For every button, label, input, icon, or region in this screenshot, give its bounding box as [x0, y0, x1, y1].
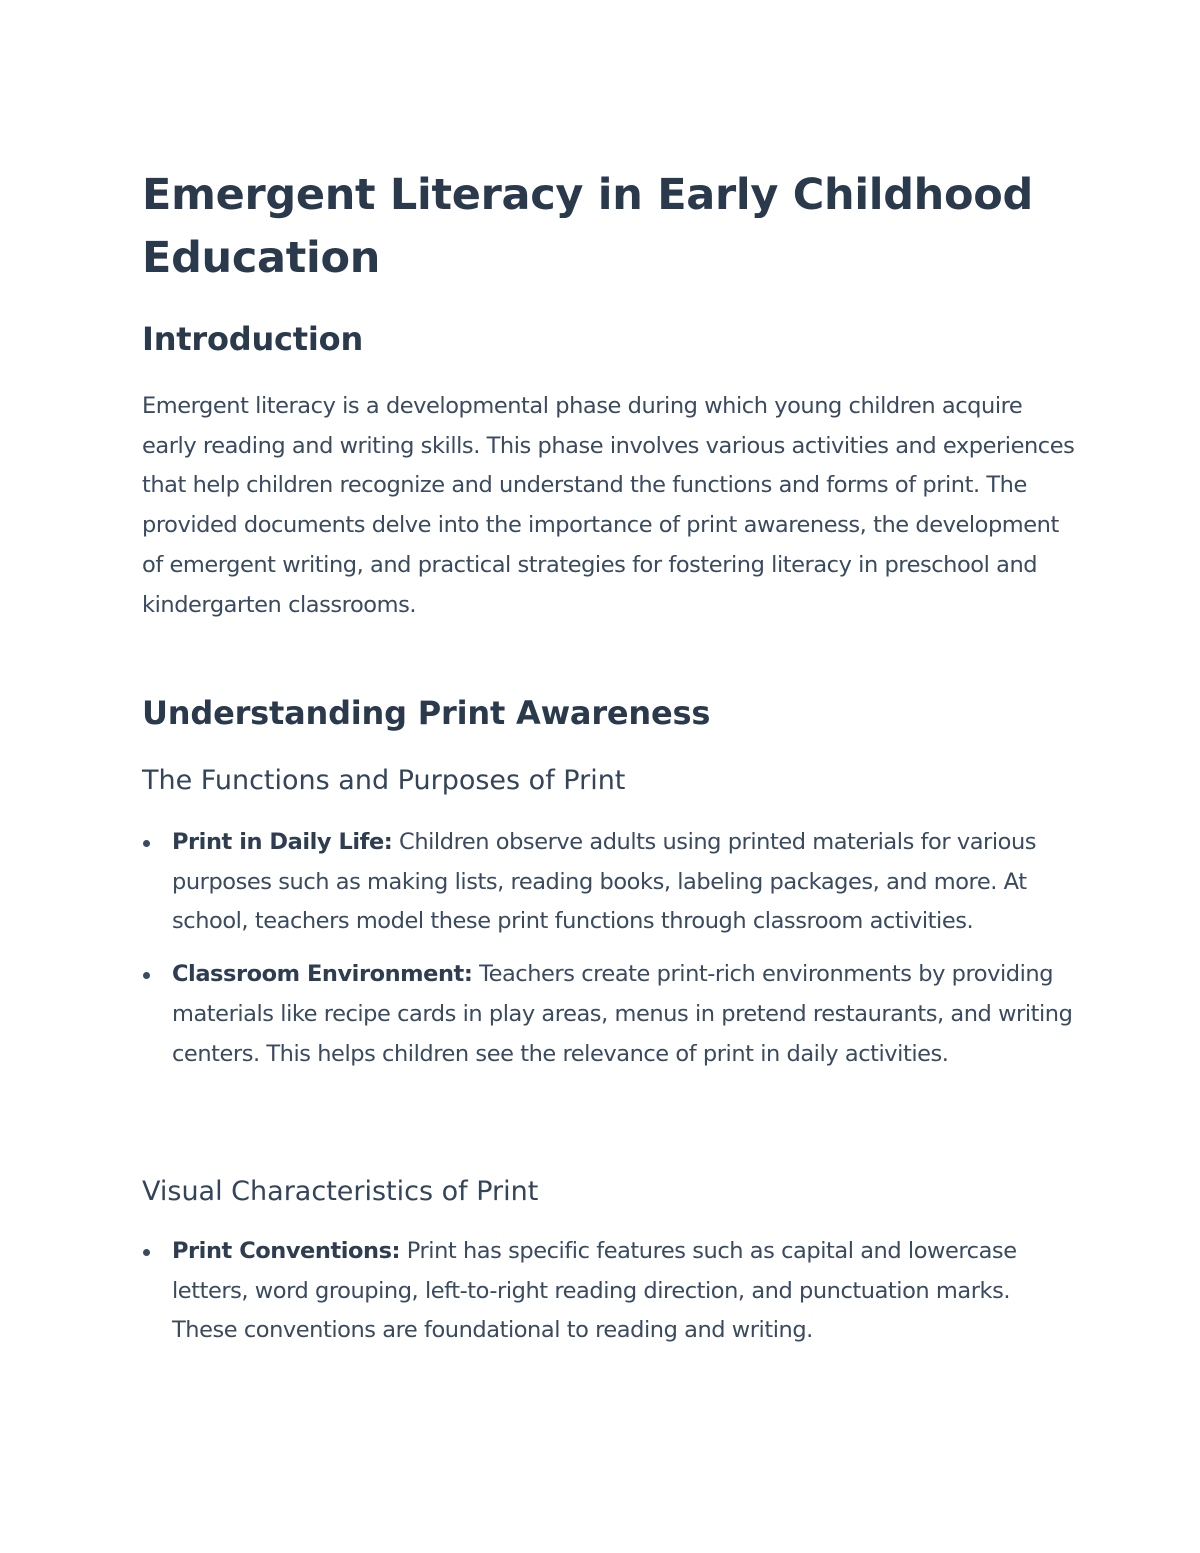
- subsection-heading-visual-characteristics: Visual Characteristics of Print: [142, 1176, 539, 1207]
- list-item: [142, 823, 1077, 942]
- bullet-dot-icon: [143, 972, 150, 979]
- introduction-paragraph: Emergent literacy is a developmental phase during which young children acquire early reading and writing skills. This phase involves various activities and experiences that help children recognize and understand the functions and forms of print. The provided documents delve into the importance of print awareness, the development of emergent writing, and practical strategies for fostering literacy in preschool and kindergarten classrooms.: [142, 393, 1075, 618]
- subsection-heading-functions: The Functions and Purposes of Print: [142, 765, 626, 796]
- functions-bullet-list: [142, 823, 1077, 1087]
- document-title: Emergent Literacy in Early Childhood Education: [142, 170, 1033, 283]
- bullet-term: Classroom Environment:: [172, 961, 473, 988]
- bullet-dot-icon: [143, 1249, 150, 1256]
- list-item: [142, 955, 1077, 1074]
- visual-characteristics-bullet-list: [142, 1232, 1077, 1364]
- list-item: [142, 1232, 1077, 1351]
- section-heading-introduction: Introduction: [142, 320, 364, 358]
- bullet-text: Print has specific features such as capital and lowercase letters, word grouping, left-to-right reading direction, and punctuation marks. These conventions are foundational to reading and writing.: [172, 1238, 1017, 1344]
- bullet-term: Print in Daily Life:: [172, 829, 393, 855]
- bullet-term: Print Conventions:: [172, 1238, 401, 1264]
- section-heading-print-awareness: Understanding Print Awareness: [142, 694, 711, 732]
- bullet-text: Teachers create print-rich environments by providing materials like recipe cards in play areas, menus in pretend restaurants, and writing centers. This helps children see the relevance of print in daily activities.: [172, 961, 1073, 1067]
- bullet-dot-icon: [143, 840, 150, 847]
- bullet-text: Children observe adults using printed materials for various purposes such as making lists, reading books, labeling packages, and more. At school, teachers model these print functions through classroom activities.: [172, 829, 1037, 935]
